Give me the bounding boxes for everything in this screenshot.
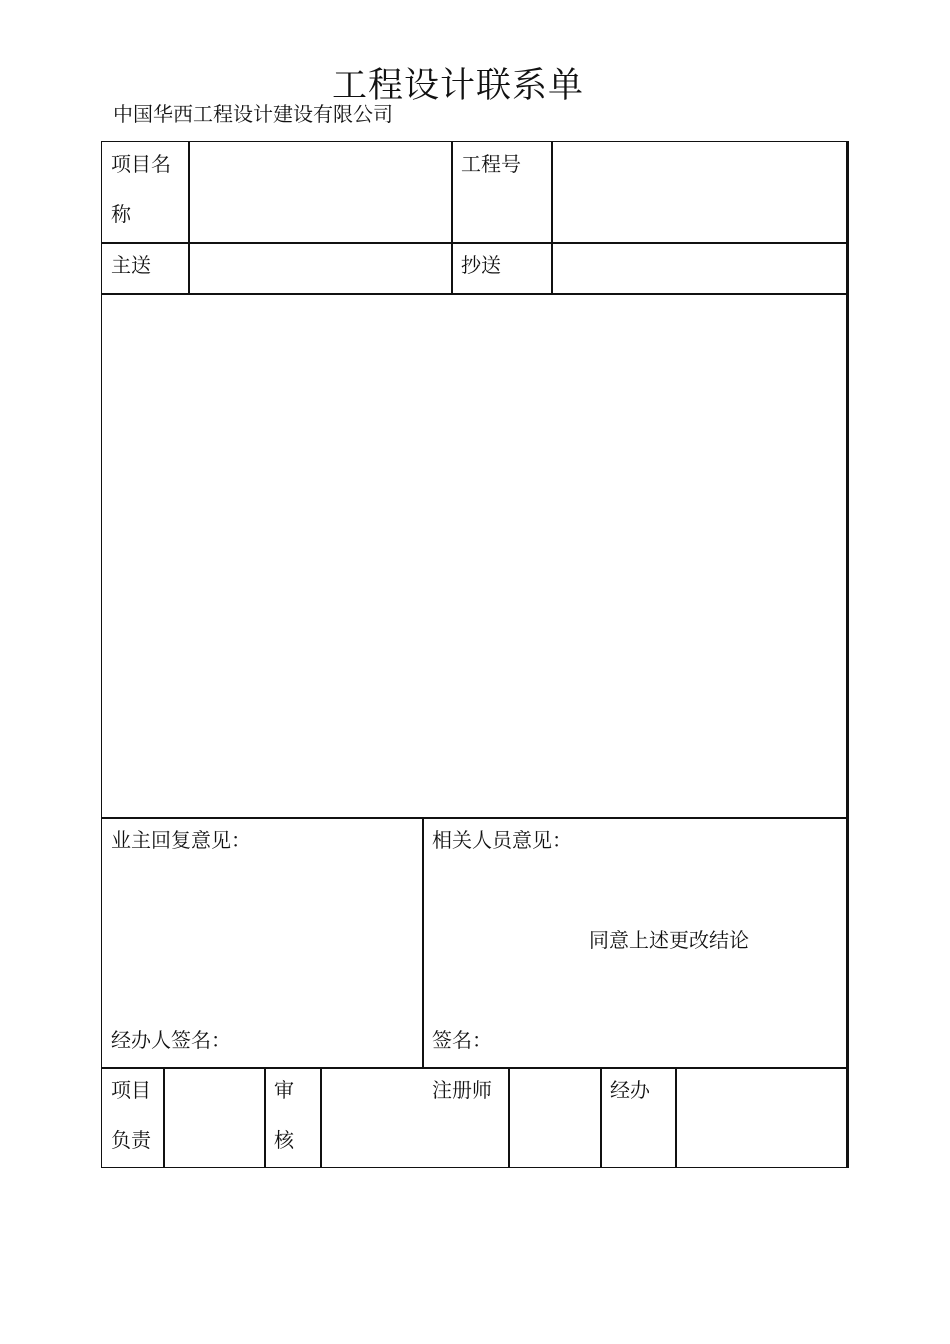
column-divider: [422, 817, 424, 1068]
column-divider: [451, 141, 453, 294]
project-name-label: 项目名 称: [111, 152, 171, 226]
registered-engineer-label: 注册师: [432, 1078, 492, 1102]
project-name-field[interactable]: [190, 143, 450, 241]
project-number-field[interactable]: [553, 143, 846, 241]
owner-signer-label: 经办人签名：: [111, 1028, 231, 1052]
column-divider: [320, 1067, 322, 1168]
form-title: 工程设计联系单: [331, 66, 584, 106]
content-area[interactable]: [103, 295, 846, 816]
row-divider: [101, 817, 849, 819]
send-to-field[interactable]: [190, 244, 450, 292]
review-label: 审 核: [274, 1078, 294, 1152]
project-number-label: 工程号: [461, 152, 521, 176]
column-divider: [600, 1067, 602, 1168]
related-opinion-label: 相关人员意见：: [432, 828, 572, 852]
related-sign-label: 签名：: [432, 1028, 492, 1052]
cc-label: 抄送: [461, 253, 501, 277]
related-statement: 同意上述更改结论: [589, 928, 749, 952]
send-to-label: 主送: [111, 253, 151, 277]
handler-label: 经办: [610, 1078, 650, 1102]
row-divider: [101, 1067, 849, 1069]
column-divider: [163, 1067, 165, 1168]
project-lead-label: 项目 负责: [111, 1078, 151, 1152]
column-divider: [264, 1067, 266, 1168]
cc-field[interactable]: [553, 244, 846, 292]
column-divider: [675, 1067, 677, 1168]
owner-reply-label: 业主回复意见：: [111, 828, 251, 852]
company-name: 中国华西工程设计建设有限公司: [113, 102, 393, 126]
column-divider: [508, 1067, 510, 1168]
